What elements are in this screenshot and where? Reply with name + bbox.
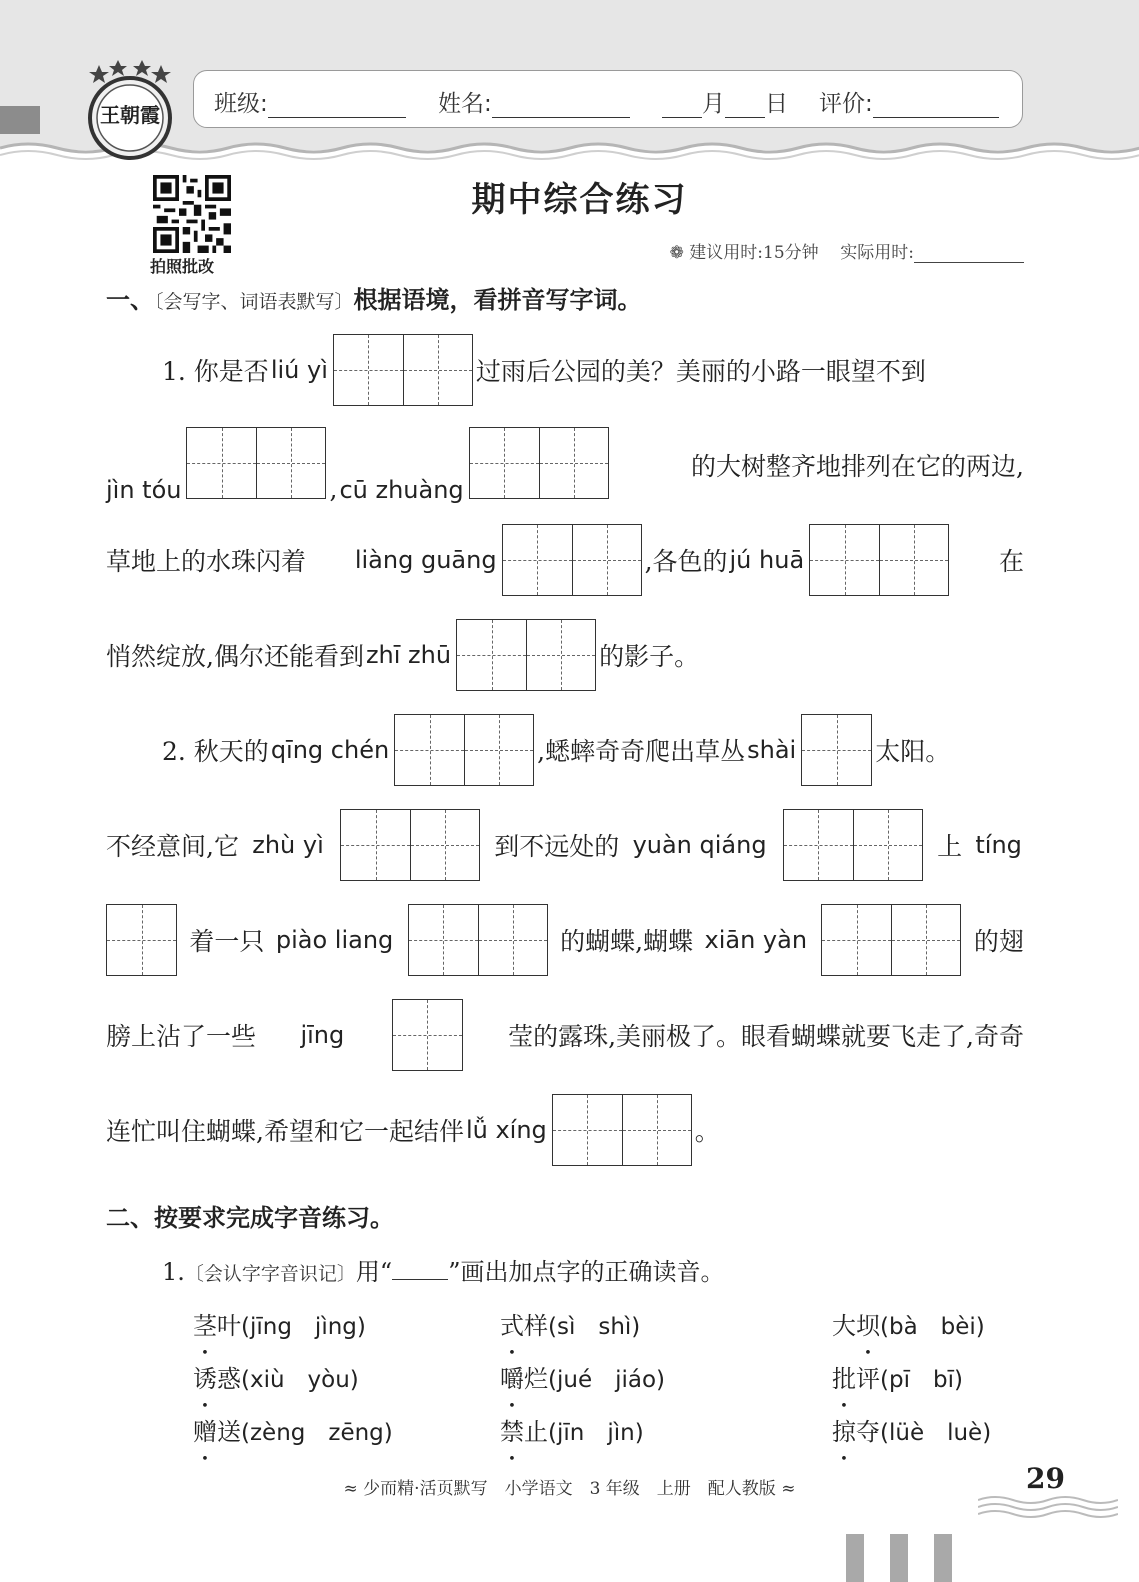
writing-boxes[interactable] [783,809,923,881]
pronunciation-item[interactable]: 嚼烂(jué jiáo) [500,1365,666,1393]
passage-line-7: 着一只 piào liang 的蝴蝶,蝴蝶 xiān yàn 的翅 [106,904,1024,976]
footer-bar [890,1534,908,1582]
pronunciation-item[interactable]: 批评(pī bī) [832,1365,963,1393]
writing-boxes[interactable] [821,904,961,976]
page-title: 期中综合练习 [471,180,688,220]
passage-line-5: 2. 秋天的 qīng chén ,蟋蟀奇奇爬出草丛 shài 太阳。 [162,714,950,786]
passage-line-3: 草地上的水珠闪着 liàng guāng ,各色的 jú huā 在 [106,524,1024,596]
timing-info [670,238,1024,263]
section2-heading: 二、按要求完成字音练习。 [106,1204,394,1232]
day-label: 日 [765,91,788,117]
writing-boxes[interactable] [394,714,534,786]
pronunciation-item[interactable]: 掠夺(lüè luè) [832,1418,992,1446]
evaluation-label: 评价: [819,91,873,117]
class-field[interactable] [214,85,406,118]
writing-box[interactable] [106,904,177,976]
writing-boxes[interactable] [456,619,596,691]
brand-logo [84,60,176,160]
pronunciation-item[interactable]: 茎叶(jīng jìng) [193,1312,366,1340]
writing-boxes[interactable] [502,524,642,596]
pronunciation-item[interactable]: 赠送(zèng zēng) [193,1418,393,1446]
page-number: 29 [1026,1462,1065,1495]
footer-bar [934,1534,952,1582]
name-field[interactable] [438,85,630,118]
footer-text: ≈ 少而精·活页默写 小学语文 3 年级 上册 配人教版 ≈ [343,1479,796,1499]
passage-line-9: 连忙叫住蝴蝶,希望和它一起结伴 lǚ xíng 。 [106,1094,720,1166]
writing-boxes[interactable] [333,334,473,406]
section1-heading: 一、〔会写字、词语表默写〕根据语境，看拼音写字词。 [106,286,642,314]
writing-boxes[interactable] [469,427,609,499]
name-label: 姓名: [438,91,492,117]
section2-subheading: 1.〔会认字字音识记〕用“ ”画出加点字的正确读音。 [162,1258,725,1286]
left-tab [0,106,40,134]
pronunciation-item[interactable]: 式样(sì shì) [500,1312,641,1340]
passage-line-6: 不经意间,它 zhù yì 到不远处的 yuàn qiáng 上 tíng [106,809,1024,881]
date-field[interactable] [662,85,788,118]
month-label: 月 [702,91,725,117]
writing-boxes[interactable] [809,524,949,596]
actual-time-blank[interactable] [914,244,1024,263]
pronunciation-item[interactable]: 大坝(bà bèi) [832,1312,985,1340]
footer-bar [846,1534,864,1582]
writing-boxes[interactable] [552,1094,692,1166]
footer-wave [978,1492,1118,1522]
svg-text:王朝霞: 王朝霞 [100,103,160,127]
clock-icon: ❁ [669,243,684,263]
pronunciation-item[interactable]: 禁止(jīn jìn) [500,1418,644,1446]
passage-line-8: 膀上沾了一些 jīng 莹的露珠,美丽极了。眼看蝴蝶就要飞走了,奇奇 [106,999,1024,1071]
class-label: 班级: [214,91,268,117]
actual-time-label: 实际用时: [840,243,914,263]
writing-box[interactable] [801,714,872,786]
underline-sample [392,1259,448,1280]
writing-boxes[interactable] [340,809,480,881]
passage-line-2: jìn tóu ,cū zhuàng 的大树整齐地排列在它的两边, [106,429,1024,501]
suggested-time: 建议用时:15分钟 [689,243,819,263]
student-info-box [193,70,1023,128]
writing-boxes[interactable] [186,427,326,499]
passage-line-1: 1. 你是否 liú yì 过雨后公园的美？美丽的小路一眼望不到 [162,334,926,406]
evaluation-field[interactable] [819,85,999,118]
pronunciation-item[interactable]: 诱惑(xiù yòu) [193,1365,359,1393]
writing-box[interactable] [392,999,463,1071]
passage-line-4: 悄然绽放,偶尔还能看到 zhī zhū 的影子。 [106,619,699,691]
writing-boxes[interactable] [408,904,548,976]
qr-label: 拍照批改 [150,257,215,276]
